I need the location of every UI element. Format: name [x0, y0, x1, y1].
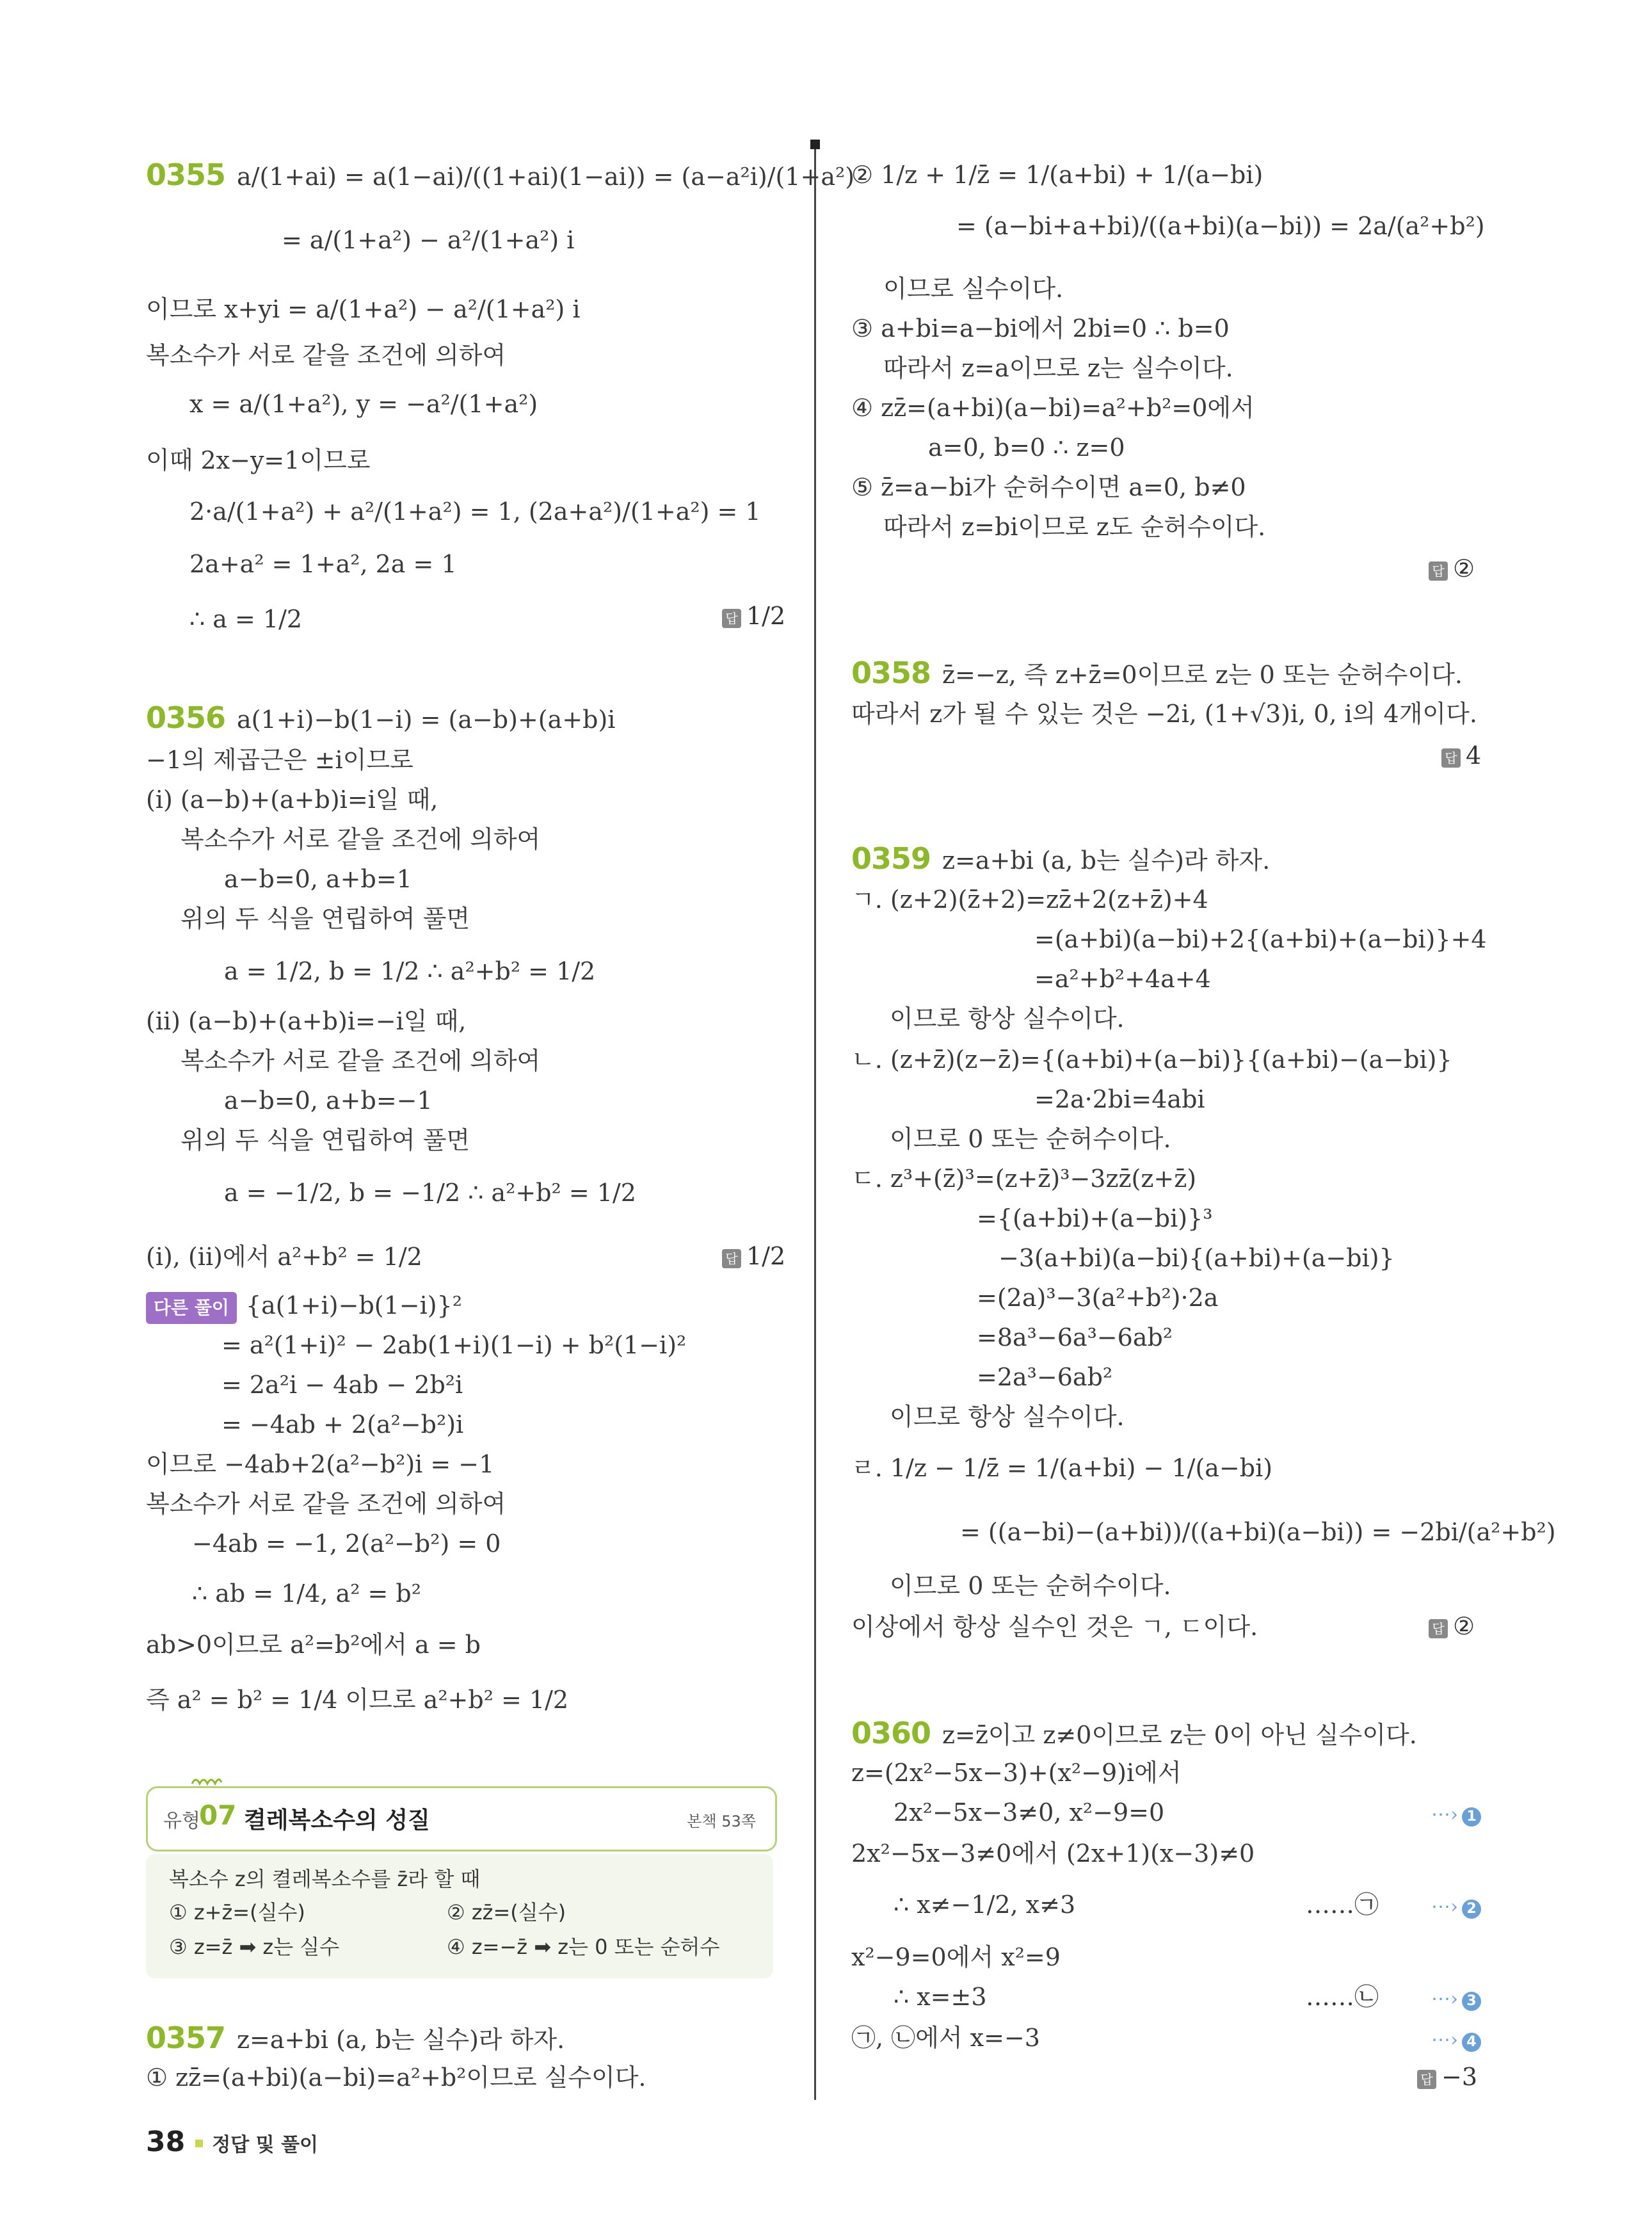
- column-divider: [814, 141, 816, 2100]
- problem-0356-line-10: a−b=0, a+b=−1: [224, 1086, 433, 1115]
- mark-a: ……㉠: [1306, 1891, 1379, 1919]
- step-number-icon: 1: [1462, 1807, 1481, 1827]
- problem-number: 0358: [851, 656, 931, 690]
- alt-solution-tag: 다른 풀이: [146, 1292, 237, 1324]
- problem-0359-line-13: =8a³−6a³−6ab²: [977, 1323, 1173, 1351]
- problem-0357-cont-line-9: 따라서 z=bi이므로 z도 순허수이다.: [883, 513, 1266, 541]
- answer-value: 4: [1466, 741, 1482, 770]
- answer-icon: 답: [1441, 748, 1461, 768]
- alt-solution-line-1: [146, 1291, 462, 1324]
- answer-value: 1/2: [746, 602, 786, 630]
- problem-number: 0356: [146, 700, 226, 735]
- answer-0359: [1429, 1612, 1475, 1640]
- step-number-icon: 3: [1462, 1992, 1481, 2011]
- divider-marker: [810, 140, 820, 149]
- problem-0359-line-17: = ((a−bi)−(a+bi))/((a+bi)(a−bi)) = −2bi/(a²+b²): [960, 1518, 1556, 1546]
- problem-0356-line-5: a−b=0, a+b=1: [224, 865, 412, 893]
- problem-0356-line-11: 위의 두 식을 연립하여 풀면: [180, 1126, 470, 1154]
- problem-number: 0360: [851, 1716, 931, 1750]
- problem-0360-line-4: 2x²−5x−3≠0에서 (2x+1)(x−3)≠0: [851, 1839, 1255, 1868]
- answer-icon: 답: [1429, 1619, 1448, 1638]
- answer-0358: [1441, 741, 1481, 770]
- answer-value: ②: [1453, 1612, 1475, 1640]
- problem-number: 0359: [851, 841, 931, 876]
- answer-value: ②: [1453, 554, 1475, 583]
- problem-0356-line-12: a = −1/2, b = −1/2 ∴ a²+b² = 1/2: [224, 1179, 636, 1207]
- problem-0359-line-6: ㄴ. (z+z̄)(z−z̄)={(a+bi)+(a−bi)}{(a+bi)−(a−bi)}: [851, 1045, 1452, 1074]
- problem-0360-line-3: 2x²−5x−3≠0, x²−9=0: [894, 1798, 1165, 1827]
- answer-icon: 답: [1429, 561, 1448, 581]
- mark-b: ……㉡: [1306, 1983, 1379, 2011]
- arrow-icon: ⋯›: [1431, 2029, 1458, 2051]
- footer-label: 정답 및 풀이: [212, 2134, 319, 2156]
- problem-0355-line-7: 2·a/(1+a²) + a²/(1+a²) = 1, (2a+a²)/(1+a²) = 1: [189, 497, 761, 526]
- step-number-icon: 2: [1462, 1900, 1481, 1919]
- problem-0359-line-2: ㄱ. (z+2)(z̄+2)=zz̄+2(z+z̄)+4: [851, 885, 1208, 914]
- problem-0355-line-5: x = a/(1+a²), y = −a²/(1+a²): [189, 390, 538, 418]
- math-line: z=a+bi (a, b는 실수)라 하자.: [237, 2026, 565, 2054]
- alt-solution-line-6: 복소수가 서로 같을 조건에 의하여: [146, 1490, 506, 1518]
- problem-0359-line-4: =a²+b²+4a+4: [1034, 965, 1211, 993]
- wave-icon: [191, 1775, 223, 1787]
- arrow-icon: ⋯›: [1431, 1988, 1458, 2010]
- problem-0357-cont-line-1: ② 1/z + 1/z̄ = 1/(a+bi) + 1/(a−bi): [851, 161, 1263, 189]
- alt-solution-line-3: = 2a²i − 4ab − 2b²i: [221, 1371, 463, 1399]
- problem-0359-line-5: 이므로 항상 실수이다.: [890, 1005, 1125, 1033]
- alt-solution-line-9: ab>0이므로 a²=b²에서 a = b: [146, 1631, 481, 1659]
- problem-0360-line-7: ∴ x=±3: [894, 1983, 987, 2011]
- alt-solution-line-5: 이므로 −4ab+2(a²−b²)i = −1: [146, 1450, 495, 1478]
- math-line: z=a+bi (a, b는 실수)라 하자.: [942, 846, 1271, 875]
- type-reference: 본책 53쪽: [687, 1812, 756, 1830]
- problem-0358-line-2: 따라서 z가 될 수 있는 것은 −2i, (1+√3)i, 0, i의 4개이다.: [851, 700, 1477, 728]
- problem-0356-line-2: −1의 제곱근은 ±i이므로: [146, 746, 413, 774]
- step-number-icon: 4: [1462, 2033, 1481, 2052]
- problem-0359-line-12: =(2a)³−3(a²+b²)·2a: [977, 1284, 1219, 1312]
- alt-solution-line-2: = a²(1+i)² − 2ab(1+i)(1−i) + b²(1−i)²: [221, 1331, 687, 1359]
- type-row: ④ z=−z̄ ➡ z는 0 또는 순허수: [447, 1935, 720, 1959]
- answer-0360: [1417, 2063, 1477, 2091]
- answer-icon: 답: [722, 609, 741, 628]
- answer-0355: [722, 602, 785, 630]
- type-label: 유형: [163, 1810, 200, 1832]
- problem-0357-cont-line-8: ⑤ z̄=a−bi가 순허수이면 a=0, b≠0: [851, 473, 1246, 501]
- problem-0358-line-1: [851, 658, 1463, 690]
- problem-0356-line-7: a = 1/2, b = 1/2 ∴ a²+b² = 1/2: [224, 957, 596, 985]
- problem-0359-line-3: =(a+bi)(a−bi)+2{(a+bi)+(a−bi)}+4: [1034, 925, 1487, 953]
- type-number: 07: [199, 1800, 237, 1831]
- step-3: [1431, 1982, 1481, 2014]
- problem-0356-line-4: 복소수가 서로 같을 조건에 의하여: [180, 825, 541, 853]
- answer-0357: [1429, 554, 1475, 583]
- problem-0360-line-5: ∴ x≠−1/2, x≠3: [894, 1891, 1076, 1919]
- problem-0357-cont-line-2: = (a−bi+a+bi)/((a+bi)(a−bi)) = 2a/(a²+b²): [956, 212, 1485, 240]
- problem-0359-line-1: [851, 841, 1271, 876]
- problem-0355-line-6: 이때 2x−y=1이므로: [146, 446, 371, 474]
- type-body: [146, 1854, 773, 1978]
- arrow-icon: ⋯›: [1431, 1803, 1458, 1826]
- answer-value: −3: [1441, 2063, 1478, 2091]
- problem-0355-line-2: = a/(1+a²) − a²/(1+a²) i: [282, 226, 575, 254]
- problem-0357-cont-line-4: ③ a+bi=a−bi에서 2bi=0 ∴ b=0: [851, 314, 1230, 343]
- problem-number: 0357: [146, 2021, 226, 2055]
- problem-0357-line-2: ① zz̄=(a+bi)(a−bi)=a²+b²이므로 실수이다.: [146, 2063, 646, 2092]
- problem-0356-line-3: (i) (a−b)+(a+b)i=i일 때,: [146, 786, 438, 814]
- math-line: a/(1+ai) = a(1−ai)/((1+ai)(1−ai)) = (a−a²i)/(1+a²): [237, 163, 855, 191]
- step-2: [1431, 1890, 1481, 1922]
- problem-0359-line-15: 이므로 항상 실수이다.: [890, 1403, 1125, 1431]
- problem-0356-line-1: [146, 700, 616, 735]
- page-number: 38: [146, 2126, 186, 2158]
- problem-0357-cont-line-3: 이므로 실수이다.: [883, 275, 1064, 303]
- problem-0356-line-9: 복소수가 서로 같을 조건에 의하여: [180, 1047, 541, 1075]
- step-4: [1431, 2023, 1481, 2055]
- problem-0355-line-3: 이므로 x+yi = a/(1+a²) − a²/(1+a²) i: [146, 295, 581, 323]
- problem-0360-line-8: ㉠, ㉡에서 x=−3: [851, 2024, 1040, 2052]
- problem-0355-line-4: 복소수가 서로 같을 조건에 의하여: [146, 341, 506, 369]
- math-line: a(1+i)−b(1−i) = (a−b)+(a+b)i: [237, 706, 616, 734]
- math-line: z=z̄이고 z≠0이므로 z는 0이 아닌 실수이다.: [942, 1721, 1417, 1749]
- step-1: [1431, 1798, 1481, 1830]
- type-row: ① z+z̄=(실수): [169, 1900, 305, 1924]
- answer-icon: 답: [1417, 2070, 1436, 2089]
- problem-0359-line-11: −3(a+bi)(a−bi){(a+bi)+(a−bi)}: [998, 1244, 1395, 1272]
- problem-0355-line-9: ∴ a = 1/2: [189, 605, 303, 633]
- page-footer: [146, 2126, 318, 2158]
- type-07-box: [146, 1786, 773, 1978]
- problem-0357-cont-line-5: 따라서 z=a이므로 z는 실수이다.: [883, 354, 1233, 382]
- alt-solution-line-8: ∴ ab = 1/4, a² = b²: [192, 1579, 421, 1608]
- problem-0359-line-18: 이므로 0 또는 순허수이다.: [890, 1572, 1171, 1600]
- problem-0360-line-2: z=(2x²−5x−3)+(x²−9)i에서: [851, 1759, 1182, 1787]
- type-header: [146, 1786, 777, 1852]
- problem-0356-line-13: (i), (ii)에서 a²+b² = 1/2: [146, 1243, 422, 1271]
- problem-0357-cont-line-7: a=0, b=0 ∴ z=0: [928, 433, 1125, 462]
- problem-0355-line-1: [146, 157, 855, 192]
- problem-0359-line-10: ={(a+bi)+(a−bi)}³: [977, 1204, 1213, 1232]
- problem-0360-line-1: [851, 1718, 1417, 1750]
- problem-0359-line-8: 이므로 0 또는 순허수이다.: [890, 1125, 1171, 1153]
- problem-0359-line-9: ㄷ. z³+(z̄)³=(z+z̄)³−3zz̄(z+z̄): [851, 1165, 1197, 1193]
- answer-icon: 답: [722, 1249, 741, 1268]
- answer-0356: [722, 1242, 785, 1270]
- problem-0355-line-8: 2a+a² = 1+a², 2a = 1: [189, 550, 457, 578]
- math-line: {a(1+i)−b(1−i)}²: [245, 1291, 463, 1319]
- footer-square-icon: [195, 2140, 203, 2147]
- arrow-icon: ⋯›: [1431, 1896, 1458, 1918]
- alt-solution-line-4: = −4ab + 2(a²−b²)i: [221, 1410, 464, 1439]
- problem-0356-line-8: (ii) (a−b)+(a+b)i=−i일 때,: [146, 1007, 467, 1035]
- problem-0357-cont-line-6: ④ zz̄=(a+bi)(a−bi)=a²+b²=0에서: [851, 394, 1255, 422]
- problem-0359-line-16: ㄹ. 1/z − 1/z̄ = 1/(a+bi) − 1/(a−bi): [851, 1454, 1273, 1482]
- problem-0359-line-14: =2a³−6ab²: [977, 1363, 1113, 1391]
- type-row: ③ z=z̄ ➡ z는 실수: [169, 1935, 340, 1959]
- problem-0356-line-6: 위의 두 식을 연립하여 풀면: [180, 905, 470, 933]
- problem-0359-line-19: 이상에서 항상 실수인 것은 ㄱ, ㄷ이다.: [851, 1613, 1258, 1641]
- problem-0359-line-7: =2a·2bi=4abi: [1034, 1085, 1205, 1113]
- answer-value: 1/2: [746, 1242, 786, 1270]
- alt-solution-line-7: −4ab = −1, 2(a²−b²) = 0: [192, 1529, 501, 1558]
- problem-0357-line-1: [146, 2023, 565, 2054]
- math-line: z̄=−z, 즉 z+z̄=0이므로 z는 0 또는 순허수이다.: [942, 661, 1463, 689]
- type-title: 켤레복소수의 성질: [244, 1807, 430, 1834]
- problem-number: 0355: [146, 157, 226, 192]
- type-row: 복소수 z의 켤레복소수를 z̄라 할 때: [169, 1867, 481, 1891]
- type-row: ② zz̄=(실수): [447, 1900, 566, 1924]
- problem-0360-line-6: x²−9=0에서 x²=9: [851, 1943, 1061, 1971]
- alt-solution-line-10: 즉 a² = b² = 1/4 이므로 a²+b² = 1/2: [146, 1686, 569, 1714]
